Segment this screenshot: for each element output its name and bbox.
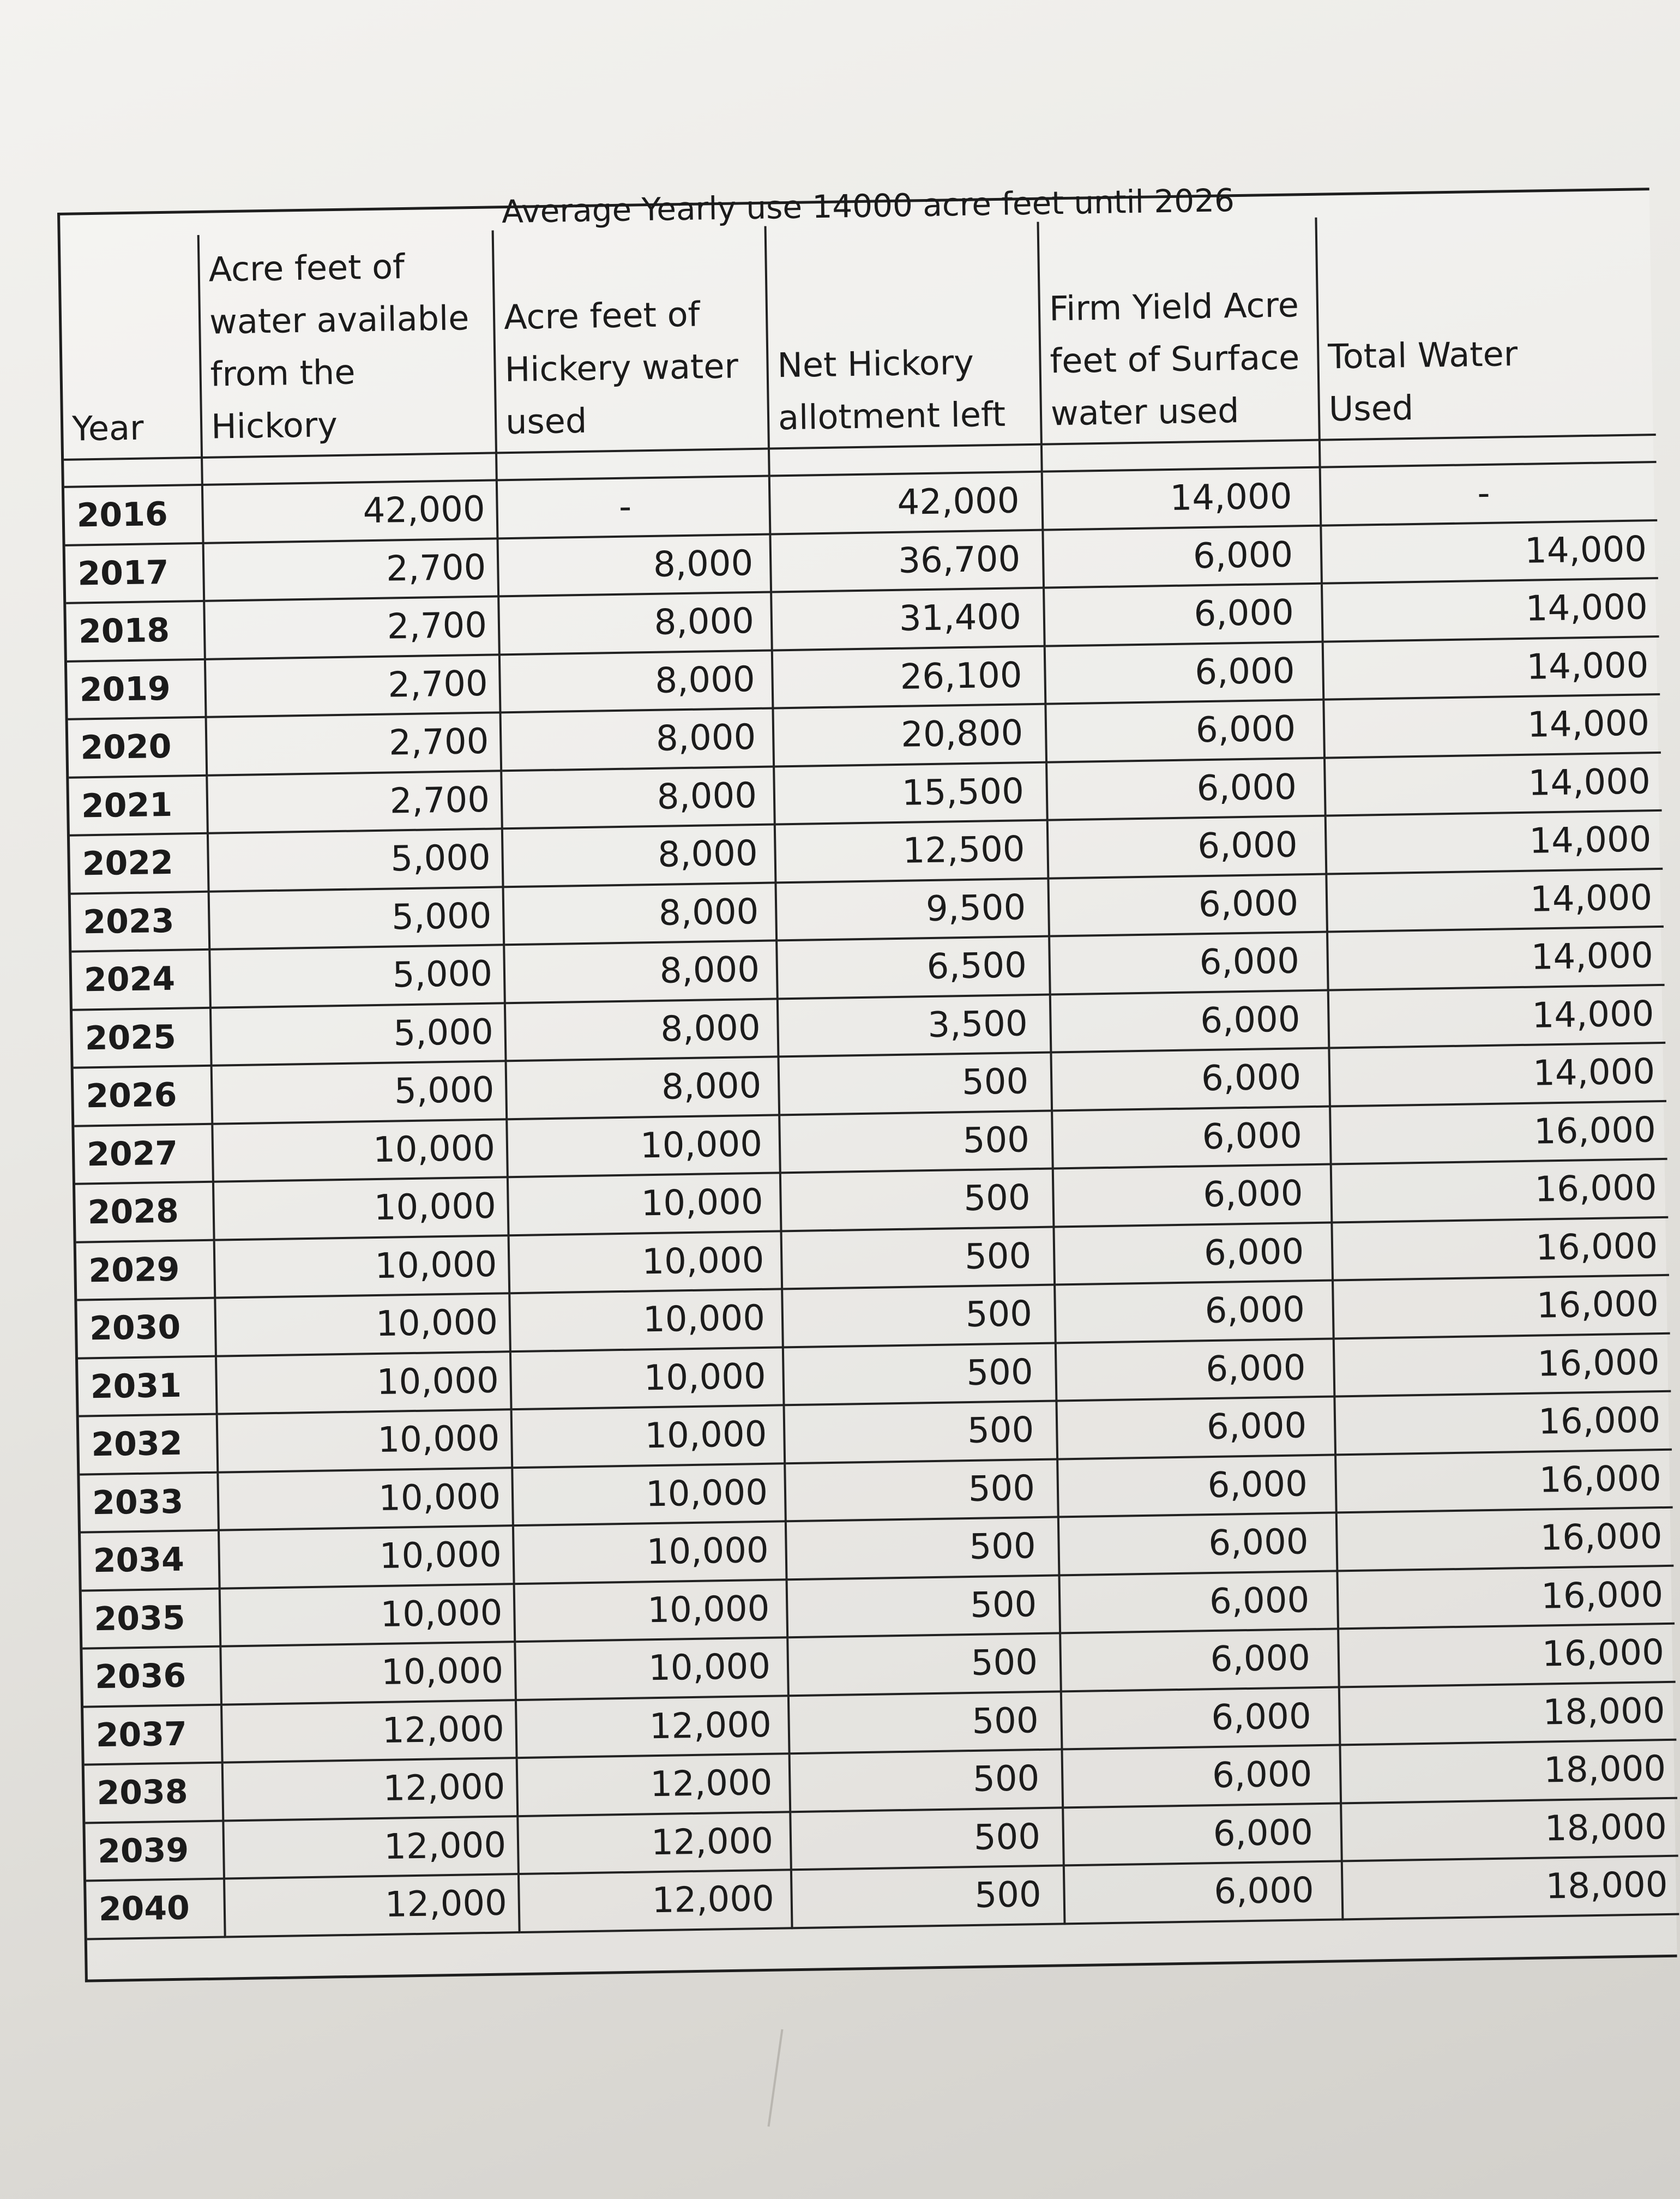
- available-cell: 5,000: [210, 888, 505, 951]
- total-cell: 14,000: [1323, 579, 1659, 642]
- year-cell: 2032: [79, 1415, 219, 1475]
- total-cell: 16,000: [1331, 1102, 1667, 1165]
- firm-cell: 6,000: [1061, 1630, 1340, 1692]
- header-net-line1: Net Hickory: [776, 342, 974, 386]
- total-cell: 14,000: [1329, 986, 1666, 1049]
- header-firm-line2: feet of Surface: [1049, 337, 1300, 381]
- year-cell: 2020: [68, 718, 208, 778]
- total-cell: 16,000: [1335, 1334, 1671, 1397]
- total-cell: 14,000: [1324, 637, 1660, 700]
- header-firm: [1039, 218, 1320, 446]
- used-cell: 8,000: [507, 1058, 781, 1120]
- header-available-line3: from the Hickory: [210, 352, 356, 447]
- used-cell: 12,000: [518, 1755, 792, 1817]
- net-cell: 31,400: [772, 589, 1046, 651]
- firm-cell: 6,000: [1046, 642, 1325, 705]
- net-cell: 500: [788, 1576, 1062, 1638]
- available-cell: 12,000: [225, 1875, 521, 1938]
- available-cell: 10,000: [217, 1353, 513, 1415]
- year-cell: 2025: [73, 1008, 213, 1068]
- net-cell: 42,000: [770, 473, 1044, 535]
- used-cell: 8,000: [503, 825, 777, 887]
- total-cell: 18,000: [1342, 1799, 1678, 1862]
- net-cell: 500: [781, 1170, 1055, 1232]
- available-cell: 10,000: [219, 1469, 514, 1531]
- available-cell: 5,000: [210, 946, 506, 1008]
- total-cell: 16,000: [1339, 1625, 1676, 1688]
- header-net: [767, 222, 1043, 450]
- year-cell: 2027: [74, 1125, 214, 1185]
- firm-cell: 6,000: [1049, 817, 1328, 879]
- header-net-line2: allotment left: [778, 394, 1006, 438]
- net-cell: 500: [783, 1285, 1057, 1348]
- available-cell: 5,000: [212, 1004, 507, 1067]
- year-cell: 2022: [70, 834, 210, 894]
- spacer-cell: [770, 446, 1043, 477]
- used-cell: 12,000: [517, 1697, 791, 1759]
- header-used-line3: used: [505, 400, 587, 442]
- firm-cell: 6,000: [1063, 1746, 1342, 1808]
- firm-cell: 6,000: [1046, 701, 1326, 763]
- available-cell: 12,000: [224, 1817, 520, 1880]
- used-cell: 8,000: [501, 651, 774, 713]
- total-cell: -: [1321, 463, 1658, 526]
- year-cell: 2016: [64, 486, 204, 546]
- spacer-cell: [203, 454, 498, 485]
- available-cell: 10,000: [216, 1294, 511, 1357]
- total-cell: 14,000: [1326, 753, 1662, 816]
- firm-cell: 6,000: [1060, 1572, 1339, 1634]
- header-total-line2: Used: [1328, 387, 1414, 429]
- firm-cell: 6,000: [1055, 1223, 1334, 1285]
- header-total-line1: Total Water: [1327, 333, 1518, 377]
- used-cell: 10,000: [508, 1116, 781, 1178]
- available-cell: 42,000: [203, 481, 499, 544]
- spacer-cell: [1043, 441, 1321, 473]
- net-cell: 500: [784, 1344, 1058, 1406]
- header-used-line1: Acre feet of: [503, 294, 700, 338]
- used-cell: 10,000: [513, 1464, 787, 1527]
- available-cell: 10,000: [218, 1410, 514, 1473]
- net-cell: 500: [780, 1111, 1054, 1174]
- total-cell: 14,000: [1324, 695, 1661, 759]
- available-cell: 12,000: [224, 1759, 519, 1822]
- net-cell: 500: [785, 1402, 1059, 1464]
- year-cell: 2030: [77, 1299, 217, 1359]
- available-cell: 10,000: [221, 1643, 517, 1705]
- net-cell: 500: [786, 1460, 1059, 1522]
- total-cell: 16,000: [1338, 1566, 1675, 1630]
- available-cell: 10,000: [220, 1527, 515, 1589]
- available-cell: 10,000: [214, 1178, 510, 1241]
- firm-cell: 6,000: [1047, 759, 1327, 821]
- firm-cell: 6,000: [1062, 1688, 1341, 1750]
- year-cell: 2017: [65, 544, 206, 604]
- net-cell: 6,500: [778, 938, 1051, 1000]
- used-cell: 10,000: [510, 1290, 784, 1352]
- year-cell: 2034: [81, 1531, 221, 1591]
- year-cell: 2037: [83, 1705, 224, 1765]
- header-used: [494, 226, 770, 454]
- spacer-cell: [497, 450, 770, 482]
- firm-cell: 6,000: [1056, 1281, 1335, 1343]
- used-cell: 10,000: [511, 1348, 785, 1410]
- header-available: [200, 230, 497, 458]
- used-cell: 12,000: [519, 1813, 792, 1875]
- total-cell: 16,000: [1335, 1392, 1672, 1456]
- firm-cell: 6,000: [1064, 1804, 1343, 1866]
- year-cell: 2026: [74, 1067, 214, 1127]
- firm-cell: 6,000: [1051, 991, 1330, 1053]
- used-cell: 8,000: [502, 767, 776, 830]
- year-cell: 2031: [78, 1357, 218, 1417]
- header-year: [61, 235, 203, 461]
- firm-cell: 6,000: [1050, 933, 1329, 995]
- used-cell: 8,000: [504, 884, 778, 946]
- used-cell: 8,000: [499, 535, 773, 597]
- net-cell: 3,500: [779, 995, 1052, 1058]
- net-cell: 36,700: [771, 531, 1045, 593]
- table-title: Average Yearly use 14000 acre feet until 2026: [501, 182, 1235, 231]
- net-cell: 9,500: [776, 879, 1050, 941]
- year-cell: 2021: [69, 776, 209, 836]
- net-cell: 500: [790, 1692, 1063, 1755]
- header-available-line1: Acre feet of: [208, 247, 405, 290]
- year-cell: 2040: [86, 1880, 226, 1940]
- year-cell: 2038: [85, 1764, 225, 1824]
- year-cell: 2023: [71, 892, 211, 952]
- year-cell: 2033: [80, 1473, 220, 1533]
- header-available-line2: water available: [209, 298, 469, 342]
- used-cell: 8,000: [499, 593, 773, 655]
- header-firm-line1: Firm Yield Acre: [1049, 285, 1299, 329]
- total-cell: 14,000: [1328, 928, 1665, 991]
- total-cell: 14,000: [1322, 521, 1658, 584]
- total-cell: 16,000: [1334, 1276, 1670, 1339]
- net-cell: 500: [788, 1634, 1062, 1696]
- available-cell: 2,700: [207, 713, 503, 776]
- firm-cell: 6,000: [1053, 1107, 1332, 1169]
- total-cell: 18,000: [1340, 1683, 1677, 1746]
- total-cell: 14,000: [1327, 869, 1664, 933]
- used-cell: 10,000: [510, 1232, 784, 1294]
- available-cell: 2,700: [205, 597, 501, 660]
- firm-cell: 6,000: [1049, 875, 1328, 937]
- year-cell: 2028: [75, 1183, 215, 1243]
- firm-cell: 6,000: [1057, 1339, 1336, 1402]
- used-cell: 10,000: [509, 1174, 782, 1236]
- available-cell: 2,700: [204, 539, 500, 602]
- available-cell: 10,000: [213, 1120, 509, 1183]
- available-cell: 5,000: [209, 830, 504, 892]
- used-cell: 10,000: [515, 1581, 789, 1643]
- available-cell: 2,700: [208, 772, 503, 834]
- total-cell: 14,000: [1330, 1044, 1666, 1107]
- year-cell: 2035: [82, 1589, 222, 1649]
- spacer-cell: [64, 459, 203, 488]
- used-cell: 8,000: [506, 1000, 780, 1062]
- available-cell: 10,000: [215, 1236, 511, 1299]
- used-cell: 10,000: [513, 1406, 786, 1468]
- total-cell: 18,000: [1343, 1857, 1679, 1920]
- net-cell: 500: [791, 1809, 1065, 1871]
- available-cell: 10,000: [221, 1585, 516, 1648]
- used-cell: 10,000: [516, 1638, 790, 1701]
- water-usage-sheet: [57, 182, 1677, 1982]
- total-cell: 16,000: [1332, 1160, 1669, 1223]
- net-cell: 500: [791, 1750, 1064, 1812]
- header-used-line2: Hickery water: [504, 346, 739, 390]
- total-cell: 16,000: [1336, 1450, 1673, 1513]
- net-cell: 20,800: [774, 705, 1047, 767]
- total-cell: 16,000: [1333, 1218, 1669, 1281]
- year-cell: 2019: [67, 660, 207, 720]
- available-cell: 12,000: [222, 1701, 518, 1764]
- firm-cell: 6,000: [1045, 585, 1324, 647]
- net-cell: 500: [782, 1228, 1056, 1290]
- header-total: [1317, 212, 1655, 441]
- year-cell: 2018: [66, 602, 206, 662]
- year-cell: 2036: [82, 1648, 222, 1708]
- firm-cell: 6,000: [1052, 1049, 1331, 1111]
- header-year-label: Year: [71, 407, 144, 449]
- used-cell: -: [498, 477, 772, 539]
- firm-cell: 6,000: [1044, 526, 1323, 588]
- total-cell: 16,000: [1338, 1509, 1674, 1572]
- year-cell: 2029: [76, 1241, 216, 1301]
- year-cell: 2024: [71, 951, 212, 1011]
- net-cell: 500: [792, 1866, 1066, 1928]
- net-cell: 500: [780, 1054, 1053, 1116]
- used-cell: 8,000: [502, 709, 775, 771]
- total-cell: 14,000: [1327, 812, 1663, 875]
- net-cell: 15,500: [775, 763, 1049, 825]
- firm-cell: 6,000: [1059, 1513, 1339, 1576]
- available-cell: 5,000: [213, 1062, 508, 1125]
- net-cell: 26,100: [773, 647, 1047, 709]
- firm-cell: 6,000: [1058, 1456, 1338, 1518]
- net-cell: 12,500: [776, 821, 1050, 884]
- available-cell: 2,700: [206, 656, 502, 718]
- used-cell: 10,000: [514, 1522, 788, 1584]
- firm-cell: 6,000: [1057, 1397, 1336, 1459]
- paper-crease: [767, 2029, 783, 2127]
- firm-cell: 6,000: [1054, 1165, 1333, 1227]
- used-cell: 8,000: [505, 941, 779, 1004]
- year-cell: 2039: [85, 1822, 225, 1882]
- net-cell: 500: [787, 1518, 1061, 1580]
- firm-cell: 14,000: [1043, 468, 1322, 531]
- water-table: [61, 212, 1679, 1940]
- used-cell: 12,000: [520, 1871, 793, 1933]
- firm-cell: 6,000: [1065, 1862, 1344, 1924]
- header-firm-line3: water used: [1050, 390, 1239, 434]
- total-cell: 18,000: [1341, 1741, 1677, 1804]
